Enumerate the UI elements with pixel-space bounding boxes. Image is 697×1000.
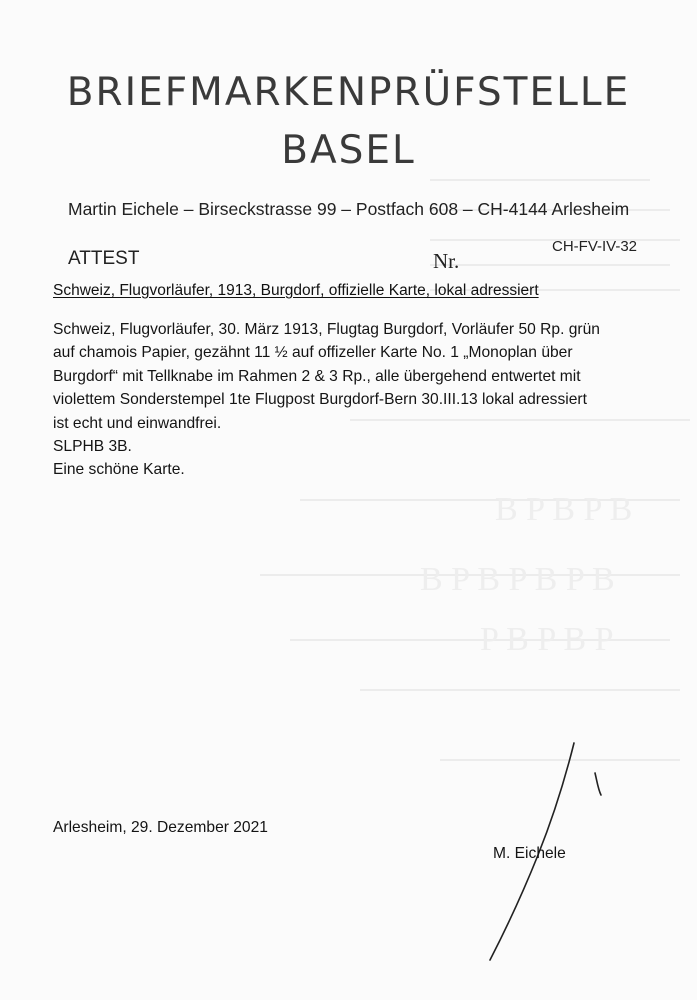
certificate-number: CH-FV-IV-32 xyxy=(552,238,638,255)
title-line-1: BRIEFMARKENPRÜFSTELLE xyxy=(66,70,631,115)
body-line: violettem Sonderstempel 1te Flugpost Burgdorf-Bern 30.III.13 lokal adressiert xyxy=(53,391,587,409)
title-line-2: BASEL xyxy=(281,128,416,173)
certificate-body xyxy=(53,318,653,482)
body-line: ist echt und einwandfrei. xyxy=(53,414,222,432)
certificate-subject: Schweiz, Flugvorläufer, 1913, Burgdorf, offizielle Karte, lokal adressiert xyxy=(53,282,539,299)
place-date: Arlesheim, 29. Dezember 2021 xyxy=(53,819,268,836)
body-line: auf chamois Papier, gezähnt 11 ½ auf offizeller Karte No. 1 „Monoplan über xyxy=(53,344,573,362)
body-line: Eine schöne Karte. xyxy=(53,461,185,479)
sender-address: Martin Eichele – Birseckstrasse 99 – Postfach 608 – CH-4144 Arlesheim xyxy=(68,199,630,219)
signer-name: M. Eichele xyxy=(493,845,566,862)
body-line: SLPHB 3B. xyxy=(53,438,132,456)
body-line: Schweiz, Flugvorläufer, 30. März 1913, Flugtag Burgdorf, Vorläufer 50 Rp. grün xyxy=(53,321,600,338)
svg-text:B P B P B: B P B P B xyxy=(495,491,633,528)
body-line: Burgdorf“ mit Tellknabe im Rahmen 2 & 3 Rp., alle übergehend entwertet mit xyxy=(53,367,581,385)
nr-label: Nr. xyxy=(433,249,460,273)
svg-text:B P B P B P B: B P B P B P B xyxy=(420,561,615,598)
attest-label: ATTEST xyxy=(68,248,140,269)
svg-text:P B P B P: P B P B P xyxy=(480,621,614,658)
